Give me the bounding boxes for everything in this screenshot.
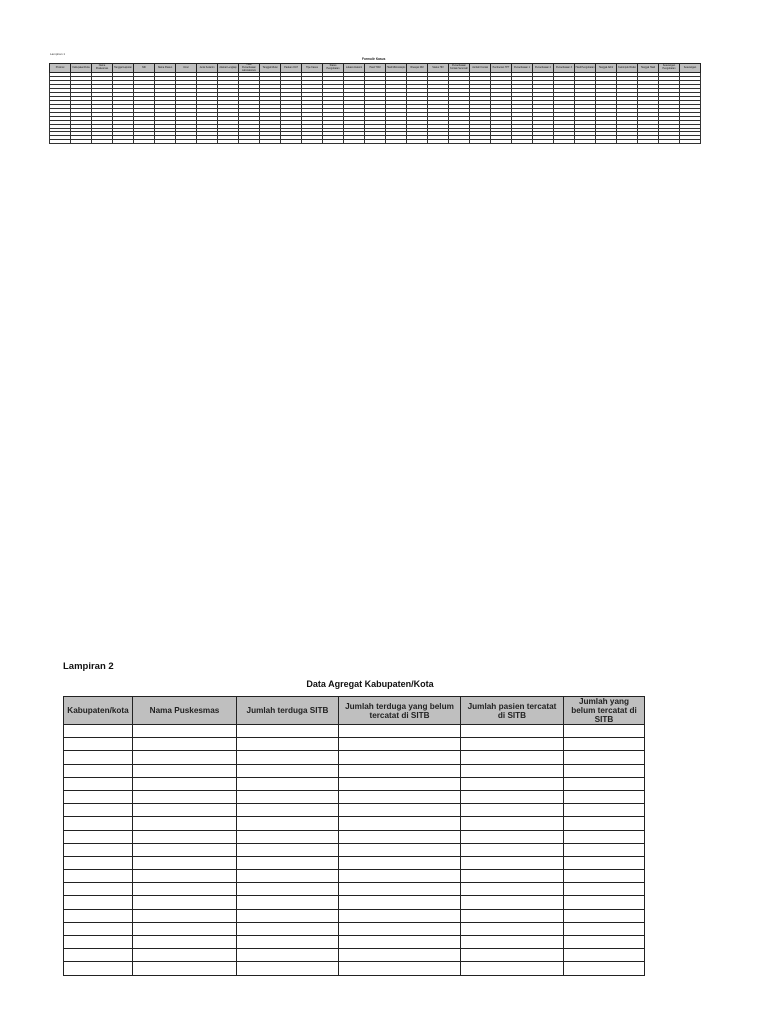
table-cell: [339, 962, 461, 975]
table-cell: [564, 777, 645, 790]
lampiran-1-header-cell: Pemeriksaan 3: [554, 64, 575, 73]
table-cell: [237, 870, 339, 883]
table-cell: [237, 896, 339, 909]
table-cell: [237, 738, 339, 751]
lampiran-2-label: Lampiran 2: [63, 661, 114, 672]
table-cell: [339, 830, 461, 843]
table-cell: [659, 140, 680, 144]
table-cell: [339, 751, 461, 764]
table-cell: [407, 140, 428, 144]
lampiran-2-header-cell: Jumlah terduga SITB: [237, 697, 339, 725]
table-cell: [133, 896, 237, 909]
lampiran-1-header-cell: Lokasi Anatomi: [344, 64, 365, 73]
table-cell: [339, 856, 461, 869]
table-cell: [461, 738, 564, 751]
table-row: [64, 870, 645, 883]
table-cell: [564, 922, 645, 935]
table-cell: [64, 725, 133, 738]
table-cell: [564, 751, 645, 764]
table-cell: [64, 843, 133, 856]
table-cell: [339, 738, 461, 751]
table-cell: [680, 140, 701, 144]
table-row: [64, 725, 645, 738]
table-cell: [237, 804, 339, 817]
table-cell: [461, 870, 564, 883]
table-cell: [237, 725, 339, 738]
lampiran-1-header-cell: Hasil Pengobatan: [575, 64, 596, 73]
table-cell: [64, 936, 133, 949]
table-cell: [564, 962, 645, 975]
table-row: [64, 804, 645, 817]
table-cell: [596, 140, 617, 144]
lampiran-1-header-cell: Alamat Lengkap: [218, 64, 239, 73]
table-cell: [133, 843, 237, 856]
table-cell: [64, 830, 133, 843]
table-cell: [461, 883, 564, 896]
lampiran-1-header-cell: Tipe Kasus: [302, 64, 323, 73]
table-cell: [64, 777, 133, 790]
lampiran-1-header-cell: Tanggal Mulai: [260, 64, 281, 73]
table-cell: [197, 140, 218, 144]
lampiran-1-header-cell: Provinsi: [50, 64, 71, 73]
table-cell: [339, 896, 461, 909]
table-cell: [461, 804, 564, 817]
table-cell: [92, 140, 113, 144]
lampiran-2-header-cell: Nama Puskesmas: [133, 697, 237, 725]
table-row: [64, 936, 645, 949]
lampiran-1-header-cell: Tanggal Hasil: [638, 64, 659, 73]
table-cell: [237, 962, 339, 975]
table-cell: [339, 777, 461, 790]
table-cell: [564, 936, 645, 949]
table-cell: [461, 962, 564, 975]
table-cell: [64, 738, 133, 751]
lampiran-2-title: Data Agregat Kabupaten/Kota: [306, 679, 434, 689]
table-cell: [461, 830, 564, 843]
table-cell: [449, 140, 470, 144]
table-row: [64, 856, 645, 869]
lampiran-1-header-cell: Pemeriksaan Kontak Serumah: [449, 64, 470, 73]
table-row: [64, 830, 645, 843]
table-cell: [638, 140, 659, 144]
table-cell: [575, 140, 596, 144]
table-cell: [339, 949, 461, 962]
table-row: [64, 949, 645, 962]
table-cell: [133, 764, 237, 777]
table-row: [64, 843, 645, 856]
table-cell: [237, 843, 339, 856]
table-cell: [339, 725, 461, 738]
table-cell: [339, 909, 461, 922]
table-cell: [281, 140, 302, 144]
table-cell: [64, 949, 133, 962]
table-cell: [64, 909, 133, 922]
table-cell: [237, 790, 339, 803]
table-cell: [133, 738, 237, 751]
table-cell: [564, 843, 645, 856]
table-cell: [339, 817, 461, 830]
table-cell: [133, 804, 237, 817]
table-cell: [64, 751, 133, 764]
table-cell: [428, 140, 449, 144]
table-cell: [133, 830, 237, 843]
table-cell: [239, 140, 260, 144]
table-cell: [339, 883, 461, 896]
table-cell: [564, 817, 645, 830]
table-row: [64, 790, 645, 803]
lampiran-1-table: [49, 63, 701, 144]
table-cell: [113, 140, 134, 144]
table-cell: [339, 870, 461, 883]
table-row: [64, 896, 645, 909]
lampiran-1-label: Lampiran 1: [50, 52, 66, 56]
table-cell: [339, 790, 461, 803]
lampiran-1-title: Formulir Kasus: [362, 57, 386, 61]
table-cell: [237, 936, 339, 949]
table-row: [64, 764, 645, 777]
table-cell: [554, 140, 575, 144]
lampiran-2-header-cell: Jumlah pasien tercatat di SITB: [461, 697, 564, 725]
table-cell: [564, 909, 645, 922]
table-cell: [155, 140, 176, 144]
lampiran-1-header-cell: Jumlah Kontak: [470, 64, 491, 73]
table-cell: [470, 140, 491, 144]
table-cell: [564, 830, 645, 843]
table-cell: [134, 140, 155, 144]
lampiran-1-header-cell: Kelompok Risiko: [617, 64, 638, 73]
table-cell: [133, 949, 237, 962]
table-cell: [133, 870, 237, 883]
table-cell: [564, 790, 645, 803]
table-cell: [237, 764, 339, 777]
lampiran-1-header-cell: Keterangan Pengobatan: [659, 64, 680, 73]
table-cell: [461, 725, 564, 738]
table-cell: [302, 140, 323, 144]
table-row: [64, 922, 645, 935]
table-row: [64, 777, 645, 790]
table-cell: [71, 140, 92, 144]
lampiran-1-header-cell: Pemeriksaan 2: [533, 64, 554, 73]
lampiran-1-header-cell: Hasil TCM: [365, 64, 386, 73]
lampiran-1-header-row: [50, 64, 701, 73]
table-cell: [461, 856, 564, 869]
table-cell: [64, 922, 133, 935]
table-row: [50, 140, 701, 144]
table-cell: [64, 896, 133, 909]
table-cell: [461, 909, 564, 922]
table-cell: [64, 870, 133, 883]
table-cell: [491, 140, 512, 144]
table-cell: [564, 764, 645, 777]
table-cell: [218, 140, 239, 144]
table-cell: [64, 790, 133, 803]
table-cell: [237, 751, 339, 764]
table-cell: [533, 140, 554, 144]
lampiran-1-header-cell: Paduan OAT: [281, 64, 302, 73]
table-cell: [564, 896, 645, 909]
table-cell: [237, 817, 339, 830]
lampiran-2-header-row: [64, 697, 645, 725]
lampiran-1-header-cell: Status HIV: [428, 64, 449, 73]
table-cell: [64, 804, 133, 817]
table-cell: [133, 777, 237, 790]
table-cell: [50, 140, 71, 144]
table-cell: [237, 883, 339, 896]
table-cell: [339, 936, 461, 949]
table-cell: [461, 936, 564, 949]
table-cell: [64, 856, 133, 869]
table-cell: [133, 962, 237, 975]
lampiran-1-header-cell: Kabupaten/Kota: [71, 64, 92, 73]
table-cell: [237, 922, 339, 935]
table-cell: [133, 922, 237, 935]
table-cell: [461, 922, 564, 935]
lampiran-2-header-cell: Kabupaten/kota: [64, 697, 133, 725]
table-cell: [133, 883, 237, 896]
table-row: [64, 909, 645, 922]
table-cell: [237, 856, 339, 869]
table-cell: [617, 140, 638, 144]
lampiran-1-header-cell: Pemeriksaan 1: [512, 64, 533, 73]
table-cell: [133, 936, 237, 949]
table-cell: [133, 909, 237, 922]
table-row: [64, 738, 645, 751]
table-cell: [564, 870, 645, 883]
table-cell: [461, 777, 564, 790]
table-row: [64, 817, 645, 830]
lampiran-1-header-cell: Tanggal Akhir: [596, 64, 617, 73]
table-cell: [461, 764, 564, 777]
table-cell: [461, 790, 564, 803]
table-cell: [133, 856, 237, 869]
table-cell: [339, 764, 461, 777]
lampiran-2-table: [63, 696, 645, 976]
table-cell: [564, 883, 645, 896]
table-cell: [176, 140, 197, 144]
table-cell: [386, 140, 407, 144]
lampiran-1-header-cell: Tanggal Laporan: [113, 64, 134, 73]
lampiran-1-header-cell: Nama Puskesmas: [92, 64, 113, 73]
table-cell: [237, 909, 339, 922]
lampiran-1-header-cell: Hasil Mikroskopis: [386, 64, 407, 73]
table-cell: [339, 804, 461, 817]
table-cell: [365, 140, 386, 144]
lampiran-1-header-cell: Keterangan: [680, 64, 701, 73]
table-cell: [133, 725, 237, 738]
table-cell: [344, 140, 365, 144]
lampiran-1-header-cell: Riwayat DM: [407, 64, 428, 73]
lampiran-1-header-cell: Status Pengobatan: [323, 64, 344, 73]
lampiran-1-header-cell: Pemberian TPT: [491, 64, 512, 73]
lampiran-2-header-cell: Jumlah yang belum tercatat di SITB: [564, 697, 645, 725]
lampiran-1-header-cell: NIK: [134, 64, 155, 73]
table-cell: [564, 856, 645, 869]
table-cell: [237, 830, 339, 843]
table-cell: [323, 140, 344, 144]
table-cell: [339, 922, 461, 935]
table-cell: [64, 962, 133, 975]
table-cell: [64, 764, 133, 777]
table-cell: [512, 140, 533, 144]
lampiran-1-header-cell: Umur: [176, 64, 197, 73]
table-cell: [564, 949, 645, 962]
table-cell: [133, 790, 237, 803]
table-row: [64, 962, 645, 975]
table-cell: [461, 843, 564, 856]
table-cell: [461, 751, 564, 764]
lampiran-2-header-cell: Jumlah terduga yang belum tercatat di SITB: [339, 697, 461, 725]
table-cell: [339, 843, 461, 856]
lampiran-2-title-wrap: [0, 679, 768, 689]
table-row: [64, 883, 645, 896]
table-cell: [237, 777, 339, 790]
table-cell: [64, 883, 133, 896]
table-cell: [564, 738, 645, 751]
table-cell: [133, 817, 237, 830]
table-cell: [461, 896, 564, 909]
table-row: [64, 751, 645, 764]
table-cell: [260, 140, 281, 144]
lampiran-1-header-cell: Hasil Pemeriksaan Laboratorium: [239, 64, 260, 73]
table-cell: [564, 804, 645, 817]
table-cell: [461, 949, 564, 962]
lampiran-1-header-cell: Nama Pasien: [155, 64, 176, 73]
table-cell: [133, 751, 237, 764]
lampiran-1-header-cell: Jenis Kelamin: [197, 64, 218, 73]
table-cell: [237, 949, 339, 962]
table-cell: [564, 725, 645, 738]
table-cell: [461, 817, 564, 830]
table-cell: [64, 817, 133, 830]
